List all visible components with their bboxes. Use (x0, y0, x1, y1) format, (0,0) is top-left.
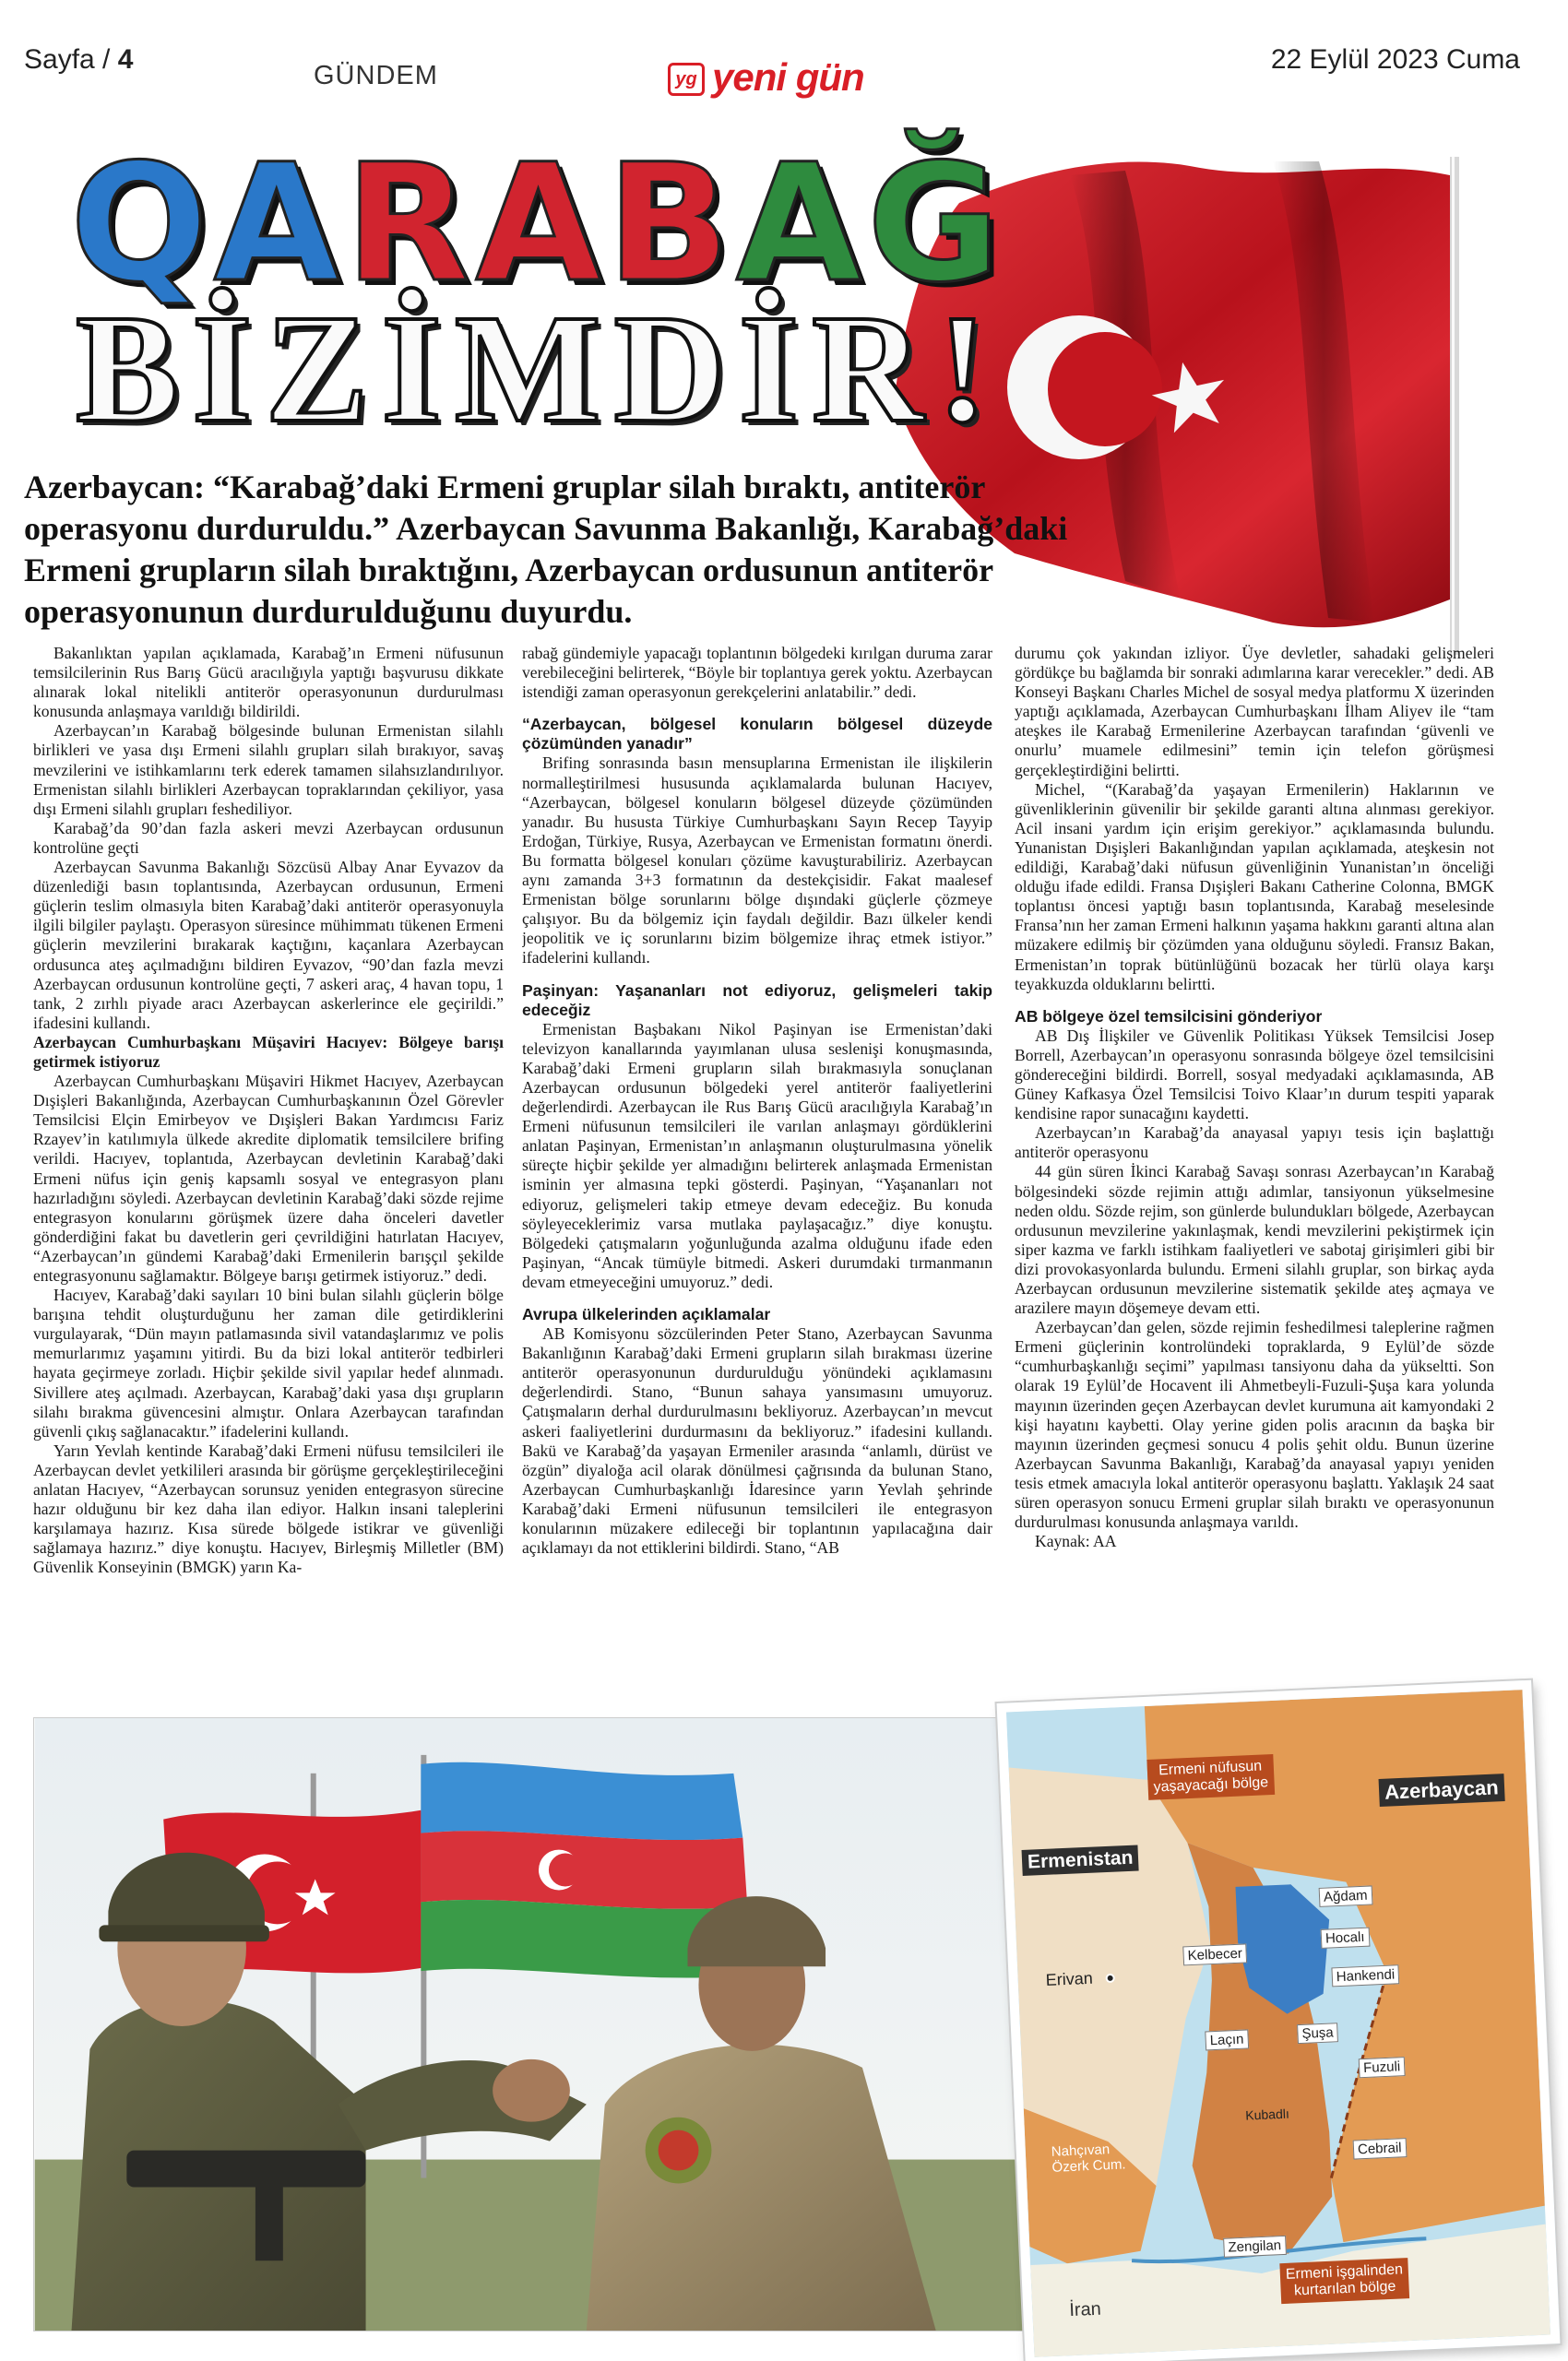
headline-letter: A (213, 129, 345, 318)
headline-letter: R (344, 129, 476, 318)
map-label-azerbaijan: Azerbaycan (1379, 1774, 1505, 1807)
map-city-cebrail: Cebrail (1353, 2138, 1407, 2159)
armenian-zone-line1: Ermeni nüfusun (1158, 1758, 1263, 1779)
map-label-armenian-zone (1146, 1754, 1274, 1800)
paragraph: durumu çok yakından izliyor. Üye devletler, sahadaki gelişmeleri gördükçe bu bağlamda bir sonraki adımlarına karar verecekler.” dedi. AB Konseyi Başkanı Charles Michel de sosyal medya platformu X üzerinden yaptığı açıklamada, Azerbaycan Cumhurbaşkanı İlham Aliyev ile “tam ateşkes ile Karabağ Ermenilerine Azerbaycan tarafından ‘güvenli ve onurlu’ muamele edilmesini” temin için telefon görüşmesi gerçekleştirdiğini belirtti. (1015, 644, 1494, 779)
armenian-zone-line2: yaşayacağı bölge (1153, 1774, 1269, 1796)
map-city-fuzuli: Fuzuli (1359, 2057, 1406, 2078)
map-city-agdam: Ağdam (1319, 1885, 1372, 1906)
page-header (0, 0, 1568, 101)
article-column-3 (1015, 644, 1494, 1714)
paragraph: rabağ gündemiyle yapacağı toplantının bölgedeki kırılgan duruma zarar verebileceğini belirterek, “Böyle bir toplantıya gerek yoktu. Azerbaycan istendiği zaman operasyonun gerekçelerini anlatabilir.” dedi. (522, 644, 992, 702)
article-column-2 (522, 644, 992, 1714)
map-label-nakhchivan-line2: Özerk Cum. (1051, 2156, 1126, 2176)
map-city-hocali: Hocalı (1321, 1928, 1370, 1949)
map-city-zengilan: Zengilan (1223, 2236, 1286, 2258)
paragraph: Ermenistan Başbakanı Nikol Paşinyan ise Ermenistan’daki televizyon kanallarında yayımlanan ulusa seslenişi konuşmasında, Karabağ’daki Ermeni grupların silah bırakmasıyla sonuçlanan Azerbaycan ordusunun bölgedeki yerel antiterör faaliyetlerini değerlendirdi. Azerbaycan ile Rus Barış Gücü aracılığıyla Karabağ’ın Ermeni nüfusunun temsilcileri ile varılan anlaşmayı gördüklerini anlatan Paşinyan, Ermenistan’ın anlaşmanın oluşturulmasına yönelik süreçte hiçbir şekilde yer almadığını belirterek anlaşmada Ermenistan isminin yer almasına tepki gösterdi. Paşinyan, “Yaşananları not ediyoruz, gelişmeleri takip etmeye devam edeceğiz. Bu konuda söyleyeceklerimiz varsa mutlaka paylaşacağız.” diye konuştu. Bölgedeki çatışmaların yoğunluğunda azalma olduğunu ifade eden Paşinyan, “Ancak tümüyle bitmedi. Askeri durumdaki tırmanmanın devam etmeyeceğini umuyoruz.” dedi. (522, 1019, 992, 1291)
subheading: AB bölgeye özel temsilcisini gönderiyor (1015, 1006, 1323, 1026)
section-name: GÜNDEM (314, 61, 438, 90)
map-city-kelbecer: Kelbecer (1182, 1943, 1247, 1965)
headline-letter: A (475, 129, 607, 318)
newspaper-logo (668, 57, 897, 101)
karabakh-map (997, 1680, 1561, 2361)
paragraph: AB Komisyonu sözcülerinden Peter Stano, Azerbaycan Savunma Bakanlığının Karabağ’daki Ermeni grupların silah bırakması üzerine antiterör operasyonunun durdurulduğu yönündeki açıklamasını değerlendirdi. Stano, “Bunun sahaya yansımasını umuyoruz. Çatışmaların derhal durdurulmasını bekliyoruz. Azerbaycan’ın mevcut askeri faaliyetlerini durdurmasını da bekliyoruz.” ifadesini kullandı. Bakü ve Karabağ’da yaşayan Ermeniler arasında “anlamlı, dürüst ve özgün” diyaloğa acil olarak dönülmesi çağrısında da bulunan Stano, Azerbaycan Cumhurbaşkanlığı İdaresince yarın Yevlah şehrinde Karabağ’daki Ermeni nüfusunun temsilcileri ile entegrasyon konularının müzakere edileceği bir toplantının yapılacağına dair açıklamayı da not ettiklerini bildirdi. Stano, “AB (522, 1324, 992, 1558)
paragraph: Michel, “(Karabağ’da yaşayan Ermenilerin) Haklarının ve güvenliklerinin güvenilir bir şekilde garanti altına alınması gerekiyor. Acil insani yardım için erişim gerekiyor.” açıklamasında bulundu. Yunanistan Dışişleri Bakanlığından yapılan açıklamada, ateşkesin not edildiği, Karabağ’daki nüfusun güvenliğinin Yunanistan’ın önceliği olduğu ifade edildi. Fransa Dışişleri Bakanı Catherine Colonna, BMGK toplantısı öncesi yaptığı basın toplantısında, Karabağ meselesinde Fransa’nın her zaman Ermeni halkının yaşama hakkını garanti altına alan müzakere edilmiş bir çözümden yana olduğunu söyledi. Fransız Bakan, Ermenistan’ın toprak bütünlüğünü bozacak her türlü olaya karşı teyakkuzda olduklarını belirtti. (1015, 779, 1494, 993)
paragraph: AB Dış İlişkiler ve Güvenlik Politikası Yüksek Temsilcisi Josep Borrell, Azerbaycan’ın operasyonu sonrasında bölgeye özel temsilcisini göndereceğini bildirdi. Borrell, sosyal medyadaki açıklamasında, AB Güney Kafkasya Özel Temsilcisi Toivo Klaar’ın durum tespiti yaparak kendisine rapor sunacağını kaydetti. (1015, 1026, 1494, 1123)
article-lead: Azerbaycan: “Karabağ’daki Ermeni gruplar silah bıraktı, antiterör operasyonu durduruldu.” Azerbaycan Savunma Bakanlığı, Karabağ’daki Ermeni grupların silah bıraktığını, Azerbaycan ordusunun antiterör operasyonunun durdurulduğunu duyurdu. (24, 469, 1068, 630)
subheading: “Azerbaycan, bölgesel konuların bölgesel düzeyde çözümünden yanadır” (522, 715, 992, 753)
headline-letter: B (606, 129, 736, 318)
paragraph: Azerbaycan’dan gelen, sözde rejimin feshedilmesi taleplerine rağmen Ermeni güçlerinin kontrolündeki topraklarda, 9 Eylül’de sözde “cumhurbaşkanlığı seçimi” yapılması tansiyonu daha da yükseltti. Son olarak 19 Eylül’de Hocavent ili Ahmetbeyli-Fuzuli-Şuşa kara yolunda mayının üzerinden geçen Azerbaycan devlet kurumuna ait kamyondaki 2 kişi hayatını kaybetti. Olay yerine giden polis aracının da başka bir mayının üzerinden geçmesi sonucu 4 polis şehit oldu. Bunun üzerine Azerbaycan Savunma Bakanlığı, Karabağ’da anayasal yapıyı yeniden tesis etmek amacıyla lokal antiterör operasyonu başlattı. Yaklaşık 24 saat süren operasyon sonucu Ermeni gruplar silah bıraktı ve operasyonunun durdurulması konusunda anlaşmaya varıldı. (1015, 1318, 1494, 1532)
map-label-kubadli: Kubadlı (1244, 2106, 1290, 2123)
headline-letter: A (735, 129, 867, 318)
logo-text: yeni gün (712, 55, 864, 99)
map-label-iran: İran (1068, 2298, 1102, 2321)
paragraph: Yarın Yevlah kentinde Karabağ’daki Ermeni nüfusu temsilcileri ile Azerbaycan devlet yetkilileri arasında bir görüşme gerçekleştirileceğini anlatan Hacıyev, “Azerbaycan sorunsuz yeniden entegrasyon sürecine hazır olduğunu bir kez daha ilan ediyor. Halkın insani taleplerini karşılamaya hazırız. Kısa sürede bölgede istikrar ve güvenliği sağlamaya hazırız.” diye konuştu. Hacıyev, Birleşmiş Milletler (BM) Güvenlik Konseyinin (BMGK) yarın Ka- (33, 1441, 504, 1577)
headline-subtitle: BİZİMDİR! (76, 283, 1002, 455)
paragraph: Hacıyev, Karabağ’daki sayıları 10 bini bulan silahlı güçlerin bölge barışına tehdit oluşturduğunu her zaman dile getirdiklerini vurgulayarak, “Dün mayın patlamasında sivil vatandaşlarımız ve polis memurlarımız yaşamını yitirdi. Bu da bizi lokal antiterör tedbirleri hayata geçirmeye zorladı. Hiçbir şekilde sivil yapılar hedef alınmadı. Sivillere ateş açılmadı. Azerbaycan, Karabağ’daki yasa dışı grupların silahı bırakma güvencesini almıştır. Onlara Azerbaycan tarafından güvenli çıkış sağlanacaktır.” ifadelerini kullandı. (33, 1286, 504, 1441)
liberated-zone-line1: Ermeni işgalinden (1285, 2261, 1404, 2283)
map-city-hankendi: Hankendi (1331, 1964, 1399, 1987)
map-label-armenia: Ermenistan (1022, 1845, 1139, 1875)
headline-title (70, 129, 1006, 318)
paragraph: Azerbaycan Savunma Bakanlığı Sözcüsü Albay Anar Eyvazov da düzenlediği basın toplantısında, Azerbaycan ordusunun, Ermeni güçlerin teslim olmasıyla biten Karabağ’daki antiterör operasyonuyla ilgili bilgiler paylaştı. Operasyon süresince mühimmatı tükenen Ermeni güçlerin mevzilerini bırakarak kaçtığını, kaçanlara Azerbaycan ordusunca ateş açılmadığını bildiren Eyvazov, “90’dan fazla mevzi Azerbaycan ordusunun kontrolüne geçti, 7 askeri araç, 4 havan topu, 1 tank, 2 zırhlı piyade aracı Azerbaycan askerlerince ele geçirildi.” ifadesini kullandı. (33, 858, 504, 1032)
map-label-yerevan: Erivan (1045, 1968, 1094, 1989)
source-credit: Kaynak: AA (1035, 1532, 1117, 1551)
paragraph: Azerbaycan’ın Karabağ bölgesinde bulunan Ermenistan silahlı birlikleri ve yasa dışı Ermeni silahlı grupları silah bırakıyor, savaş mevzilerini ve istihkamlarını terk ederek tamamen silahsızlandırılıyor. Ermenistan silahlı birlikleri Azerbaycan topraklarından çekiliyor, yasa dışı Ermeni silahlı grupları feshediliyor. (33, 721, 504, 818)
soldiers-handshake-photo (33, 1717, 1035, 2331)
logo-mark: yg (668, 63, 705, 96)
liberated-zone-line2: kurtarılan bölge (1293, 2278, 1396, 2299)
subheading: Paşinyan: Yaşananları not ediyoruz, gelişmeleri takip edeceğiz (522, 980, 992, 1019)
issue-date: 22 Eylül 2023 Cuma (1270, 44, 1520, 75)
paragraph: Azerbaycan’ın Karabağ’da anayasal yapıyı tesis için başlattığı antiterör operasyonu (1015, 1123, 1494, 1162)
paragraph: Brifing sonrasında basın mensuplarına Ermenistan ile ilişkilerin normalleştirilmesi hususunda açıklamalarda bulunan Hacıyev, “Azerbaycan, bölgesel konuların bölgesel düzeyde çözümünden yanadır. Bu hususta Türkiye Cumhurbaşkanı Sayın Recep Tayyip Erdoğan, Türkiye, Rusya, Azerbaycan ve Ermenistan formatını önerdi. Bu formatta bölgesel konuları çözüme kavuşturabiliriz. Azerbaycan aynı zamanda 3+3 formatının da destekçisidir. Fakat maalesef Ermenistan bölge sorunlarını bölge dışındaki güçlerle çözmeye çalışıyor. Bu da bölgemiz için faydalı değildir. Bazı ülkeler kendi jeopolitik ve iç sorunlarını bizim bölgemize ihraç etmek istiyor.” ifadelerini kullandı. (522, 753, 992, 967)
page-number-value: 4 (117, 44, 134, 75)
paragraph: Azerbaycan Cumhurbaşkanı Müşaviri Hikmet Hacıyev, Azerbaycan Dışişleri Bakanlığında, Azerbaycan Cumhurbaşkanının Özel Görevler Temsilcisi Elçin Emirbeyov ve Dışişleri Bakan Yardımcısı Fariz Rzayev’in katılımıyla ülkede akredite diplomatik temsilcilere brifing verildi. Hacıyev, toplantıda, Azerbaycan devletinin Karabağ’daki Ermeni nüfus için geniş kapsamlı sosyal ve entegrasyon planı hazırladığını söyledi. Azerbaycan devletinin Karabağ’daki sözde rejime entegrasyon konularını görüşmek üzere daha önceleri davetler gönderdiğini fakat bu davetlerin geri çevrildiğini hatırlatan Hacıyev, “Azerbaycan’ın gündemi Karabağ’daki Ermenilerin barışçıl şekilde entegrasyonunu sağlamaktır. Bölgeye barışı getirmek istiyoruz.” dedi. (33, 1072, 504, 1285)
map-label-liberated-zone (1279, 2258, 1409, 2304)
headline-letter: Q (70, 129, 214, 318)
page-label: Sayfa / (24, 44, 111, 75)
headline-letter: Ğ (866, 129, 1006, 318)
map-city-susa: Şuşa (1297, 2023, 1338, 2044)
map-label-nakhchivan (1051, 2141, 1125, 2175)
paragraph: Bakanlıktan yapılan açıklamada, Karabağ’ın Ermeni nüfusunun temsilcilerinin Rus Barış Gücü aracılığıyla yaptığı başvurusu dikkate alınarak lokal nitelikli antiterör operasyonunun durdurulması konusunda anlaşmaya varıldığı bildirildi. (33, 644, 504, 721)
paragraph: Karabağ’da 90’dan fazla askeri mevzi Azerbaycan ordusunun kontrolüne geçti (33, 818, 504, 857)
map-city-lacin: Laçın (1205, 2029, 1249, 2050)
paragraph: 44 gün süren İkinci Karabağ Savaşı sonrası Azerbaycan’ın Karabağ bölgesindeki sözde rejimin attığı adımlar, tansiyonun yükselmesine neden oldu. Sözde rejim, son günlerde bulundukları bölgede, Azerbaycan ordusunun mevzilerine yakınlaşmak, kendi mevzilerini pekiştirmek için siper kazma ve farklı istihkam faaliyetleri ve sabotaj girişimleri gibi bir dizi provokasyonlarda bulundu. Ermeni silahlı gruplar, son birkaç ayda Azerbaycan ordusunun mevzilerine sistematik şekilde ateş açmaya ve arazilere mayın döşemeye devam etti. (1015, 1162, 1494, 1318)
article-column-1 (33, 644, 504, 1714)
page-number (24, 44, 133, 76)
map-label-nakhchivan-line1: Nahçıvan (1051, 2142, 1111, 2160)
subheading: Avrupa ülkelerinden açıklamalar (522, 1305, 771, 1323)
subheading: Azerbaycan Cumhurbaşkanı Müşaviri Hacıyev: Bölgeye barışı getirmek istiyoruz (33, 1032, 504, 1071)
